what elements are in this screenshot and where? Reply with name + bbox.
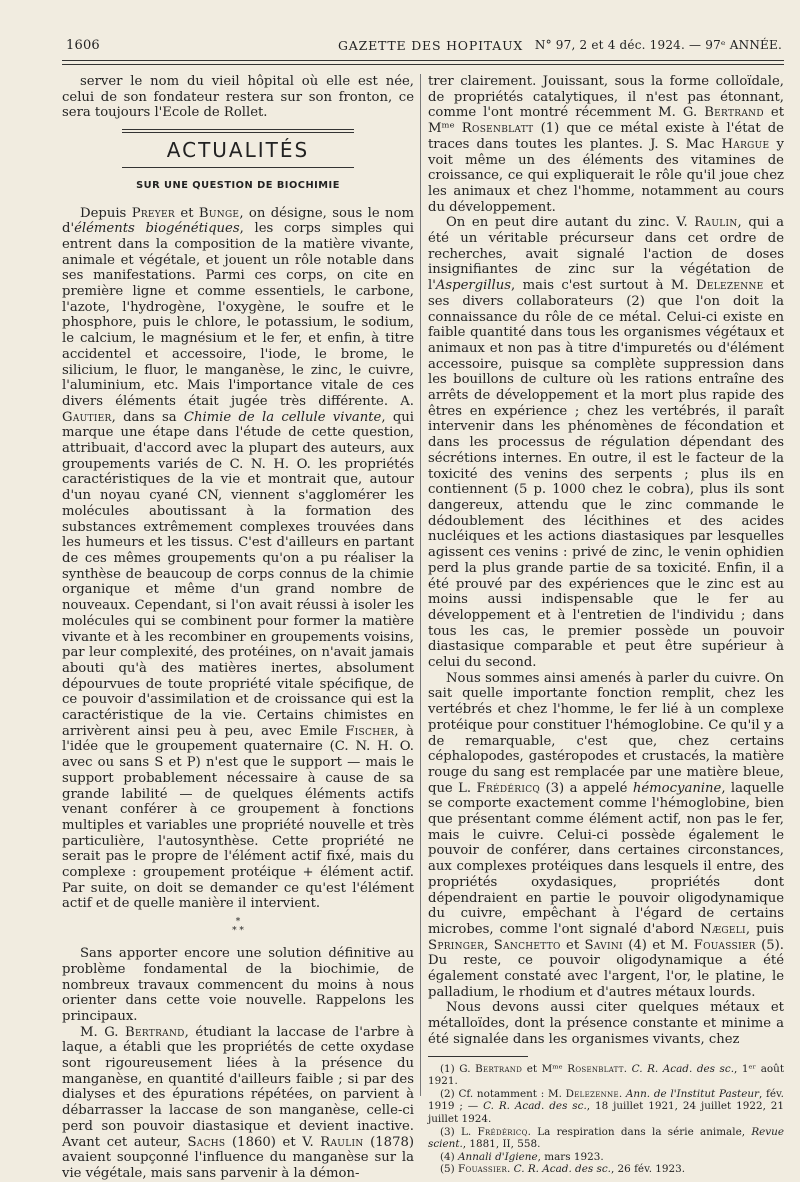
author-name: Hargue [721,136,770,152]
journal-title: GAZETTE DES HOPITAUX [338,38,524,53]
author-name: Bertrand [704,105,764,121]
left-column [62,74,414,1182]
section-rule-top-thick [122,132,354,133]
paragraph-5: On en peut dire autant du zinc. V. Raulin, qui a été un véritable précurseur dans cet ordre de recherches, avait signalé l'action de doses insignifiantes de zinc sur la végétation de l'Aspergillus, mais c'est surtout à M. Delezenne et ses divers collaborateurs (2) que l'on doit la connaissance du rôle de ce métal. Celui-ci existe en faible quantité dans tous les organismes végétaux et animaux et non pas à titre d'impuretés ou d'élément accessoire, puisque sa complète suppression dans les bouillons de culture où les rations entraîne des arrêts de développement et la mort plus rapide des êtres en expérience ; chez les vertébrés, il paraît intervenir dans les phénomènes de fécondation et dans les processus de régulation dépendant des sécrétions internes. En outre, il est le facteur de la toxicité des venins des serpents ; plus ils en contiennent (5 p. 1000 chez le cobra), plus ils sont dangereux, attendu que le zinc commande le dédoublement des lécithines et des acides nucléiques et les actions diastasiques par lesquelles agissent ces venins : privé de zinc, le venin ophidien perd la plus grande partie de sa toxicité. Enfin, il a été prouvé par des expériences que le zinc est au moins aussi indispensable que le fer au développement et à l'entretien de l'individu ; dans tous les cas, le premier possède un pouvoir diastasique comparable et peut être supérieur à celui du second. [428,215,785,671]
paragraph-4: trer clairement. Jouissant, sous la forme colloïdale, de propriétés catalytiques, il n'est pas étonnant, comme l'ont montré récemment M. G. Bertrand et Mᵐᵉ Rosenblatt (1) que ce métal existe à l'état de traces dans toutes les plantes. J. S. Mac Hargue y voit même un des éléments des vitamines de croissance, ce qui expliquerait le rôle qu'il joue chez les animaux et chez l'homme, notamment au cours du développement. [428,74,784,215]
author-name: Raulin [694,215,738,231]
paragraph-2: Sans apporter encore une solution définitive au problème fondamental de la biochimie, de nombreux travaux commencent du moins à nous orienter dans cette voie nouvelle. Rappelons les principaux. [62,946,414,1024]
column-divider [420,74,421,1096]
author-name: Sanchetto [493,937,561,953]
author-name: Sachs [187,1134,226,1150]
footnotes [428,1063,784,1176]
author-name: Bunge [198,205,240,221]
section-title: ACTUALITÉS [166,138,310,163]
article-subtitle: SUR UNE QUESTION DE BIOCHIMIE [136,179,340,191]
author-name: Rosenblatt [461,121,534,137]
author-name: Nægeli [700,921,746,937]
section-break-stars: * * * [232,917,244,937]
right-column [428,74,784,1176]
author-name: Springer [428,937,485,953]
intro-paragraph: server le nom du vieil hôpital où elle est née, celui de son fondateur restera sur son fronton, ce sera toujours l'Ecole de Rollet. [62,74,414,121]
section-rule-top [122,129,354,130]
paragraph-7: Nous devons aussi citer quelques métaux et métalloïdes, dont la présence constante et minime a été signalée dans les organismes vivants, chez [428,1000,784,1047]
author-name: Raulin [320,1134,364,1150]
page-number: 1606 [66,38,100,53]
author-name: Fischer [345,723,395,739]
paragraph-1: Depuis Preyer et Bunge, on désigne, sous le nom d'éléments biogénétiques, les corps simples qui entrent dans la composition de la matière vivante, animale et végétale, et jouent un rôle notable dans ses manifestations. Parmi ces corps, on cite en première ligne et comme essentiels, le carbone, l'azote, l'hydrogène, l'oxygène, le soufre et le phosphore, puis le chlore, le potassium, le sodium, le calcium, le magnésium et le fer, et enfin, à titre accidentel et accessoire, l'iode, le brome, le silicium, le fluor, le manganèse, le zinc, le cuivre, l'aluminium, etc. Mais l'importance vitale de ces divers éléments était jugée très différente. A. Gautier, dans sa Chimie de la cellule vivante, qui marque une étape dans l'étude de cette question, attribuait, d'accord avec la plupart des auteurs, aux groupements variés de C. N. H. O. les propriétés caractéristiques de la vie et montrait que, autour d'un noyau cyané CN, viennent s'agglomérer les molécules aboutissant à la formation des substances extrêmement complexes trouvées dans les humeurs et les tissus. C'est d'ailleurs en partant de ces mêmes groupements qu'on a pu réaliser la synthèse de beaucoup de corps connus de la chimie organique et même d'un grand nombre de nouveaux. Cependant, si l'on avait réussi à isoler les molécules qui se combinent pour former la matière vivante et à les recombiner en groupements voisins, par leur complexité, des protéines, on n'avait jamais abouti qu'à des matières inertes, absolument dépourvues de toute propriété vitale spécifique, de ce pouvoir d'assimilation et de croissance qui est la caractéristique de la vie. Certains chimistes en arrivèrent ainsi peu à peu, avec Emile Fischer, à l'idée que le groupement quaternaire (C. N. H. O. avec ou sans S et P) n'est que le support — mais le support probablement nécessaire à cause de sa grande labilité — de quelques éléments actifs venant conférer à ce groupement à fonctions multiples et variables une propriété nouvelle et très particulière, l'autosynthèse. Cette propriété ne serait pas le propre de l'élément actif fixé, mais du complexe : groupement protéique + élément actif. Par suite, on doit se demander ce qu'est l'élément actif et de quelle manière il intervient. [62,205,415,912]
running-header [66,38,782,58]
paragraph-3: M. G. Bertrand, étudiant la laccase de l'arbre à laque, a établi que les propriétés de cette oxydase sont rigoureusement liées à la présence du manganèse, en quantité d'ailleurs faible ; si par des dialyses et des épurations répétées, on parvient à débarrasser la laccase de son manganèse, celle-ci perd son pouvoir diastasique et devient inactive. Avant cet auteur, Sachs (1860) et V. Raulin (1878) avaient soupçonné l'influence du manganèse sur la vie végétale, mais sans parvenir à la démon- [62,1024,414,1181]
paragraph-6: Nous sommes ainsi amenés à parler du cuivre. On sait quelle importante fonction remplit, chez les vertébrés et chez l'homme, le fer lié à un complexe protéique pour constituer l'hémoglobine. Ce qu'il y a de remarquable, c'est que, chez certains céphalopodes, gastéropodes et crustacés, la matière rouge du sang est remplacée par une matière bleue, que L. Frédéricq (3) a appelé hémocyanine, laquelle se comporte exactement comme l'hémoglobine, bien que présentant comme élément actif, non pas le fer, mais le cuivre. Celui-ci possède également le pouvoir de conférer, dans certaines circonstances, aux complexes protéiques dans lesquels il entre, des propriétés oxydasiques, propriétés dont dépendraient en partie le pouvoir oligodynamique du cuivre, empêchant à l'égard de certains microbes, comme l'ont signalé d'abord Nægeli, puis Springer, Sanchetto et Savini (4) et M. Fouassier (5). Du reste, ce pouvoir oligodynamique a été également constaté avec l'argent, l'or, le platine, le palladium, le rhodium et d'autres métaux lourds. [428,670,785,1000]
footnote-rule [428,1056,528,1057]
author-name: Delezenne [695,278,764,294]
author-name: Preyer [131,205,175,221]
author-name: Savini [584,937,623,953]
footnote-5: (5) Fouassier. C. R. Acad. des sc., 26 fév. 1923. [440,1163,686,1176]
author-name: Fouassier [693,937,756,953]
author-name: Gautier [62,409,112,425]
author-name: Frédéricq [476,780,541,796]
footnote-4: (4) Annali d'Igiene, mars 1923. [440,1150,604,1163]
footnote-1: (1) G. Bertrand et Mᵐᵉ Rosenblatt. C. R. Acad. des sc., 1ᵉʳ août 1921. [428,1062,785,1088]
header-rule-thin [62,64,784,65]
footnote-3: (3) L. Frédéricq. La respiration dans la série animale, Revue scient., 1881, II, 558. [428,1125,784,1151]
section-rule-bottom [122,167,354,168]
header-rule [62,60,784,61]
footnote-2: (2) Cf. notamment : M. Delezenne. Ann. de l'Institut Pasteur, fév. 1919 ; — C. R. Acad. des sc., 18 juillet 1921, 24 juillet 1922, 21 juillet 1924. [428,1087,784,1125]
issue-info: N° 97, 2 et 4 déc. 1924. — 97ᵉ ANNÉE. [534,38,782,52]
author-name: Bertrand [125,1024,185,1040]
